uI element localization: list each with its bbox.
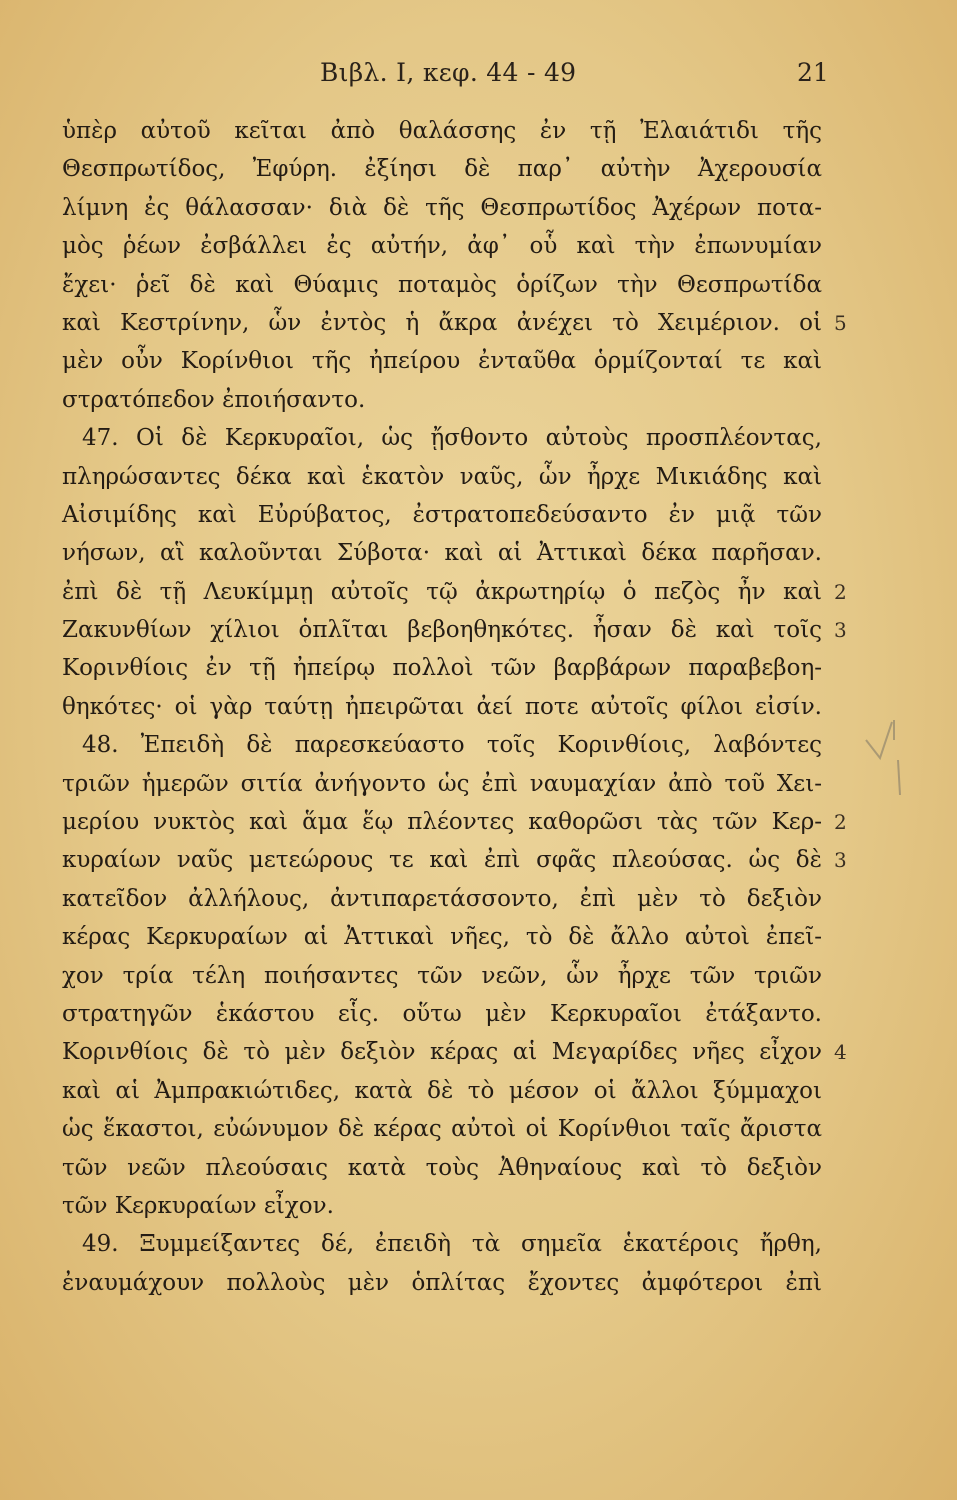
line-text: Ζακυνθίων χίλιοι ὁπλῖται βεβοηθηκότες. ἦσαν δὲ καὶ τοῖς (62, 617, 822, 644)
line-text: ἐπὶ δὲ τῇ Λευκίμμῃ αὐτοῖς τῷ ἀκρωτηρίῳ ὁ πεζὸς ἦν καὶ (62, 578, 822, 605)
text-line (62, 419, 822, 457)
text-line (62, 266, 822, 304)
text-line (62, 688, 822, 726)
text-line (62, 803, 847, 841)
line-text: Κορινθίοις ἐν τῇ ἠπείρῳ πολλοὶ τῶν βαρβάρων παραβεβοη- (62, 655, 822, 682)
margin-section-number: 2 (834, 579, 847, 604)
margin-section-number: 3 (834, 848, 847, 873)
line-text: ἔχει· ῥεῖ δὲ καὶ Θύαμις ποταμὸς ὁρίζων τὴν Θεσπρωτίδα (62, 271, 822, 298)
text-line (62, 1187, 822, 1225)
text-line (62, 1149, 822, 1187)
margin-section-number: 4 (834, 1040, 847, 1065)
line-text: 49. Ξυμμείξαντες δέ, ἐπειδὴ τὰ σημεῖα ἑκατέροις ἤρθη, (82, 1231, 822, 1258)
text-line (62, 573, 847, 611)
text-line (62, 1110, 822, 1148)
line-text: ἐναυμάχουν πολλοὺς μὲν ὁπλίτας ἔχοντες ἀμφότεροι ἐπὶ (62, 1269, 822, 1296)
line-text: ὡς ἕκαστοι, εὐώνυμον δὲ κέρας αὐτοὶ οἱ Κορίνθιοι ταῖς ἄριστα (62, 1116, 822, 1143)
line-text: χον τρία τέλη ποιήσαντες τῶν νεῶν, ὧν ἦρχε τῶν τριῶν (62, 962, 822, 989)
line-text: 48. Ἐπειδὴ δὲ παρεσκεύαστο τοῖς Κορινθίοις, λαβόντες (82, 732, 822, 759)
text-line (62, 496, 822, 534)
text-line (62, 611, 847, 649)
text-line (62, 150, 822, 188)
line-text: μὸς ῥέων ἐσβάλλει ἐς αὐτήν, ἀφ᾽ οὗ καὶ τὴν ἐπωνυμίαν (62, 233, 822, 260)
margin-section-number: 5 (834, 310, 847, 335)
line-text: κέρας Κερκυραίων αἱ Ἀττικαὶ νῆες, τὸ δὲ ἄλλο αὐτοὶ ἐπεῖ- (62, 924, 822, 951)
line-text: τῶν νεῶν πλεούσαις κατὰ τοὺς Ἀθηναίους καὶ τὸ δεξιὸν (62, 1154, 822, 1181)
page-number: 21 (797, 58, 829, 87)
margin-section-number: 2 (834, 810, 847, 835)
line-text: ὑπὲρ αὐτοῦ κεῖται ἀπὸ θαλάσσης ἐν τῇ Ἐλαιάτιδι τῆς (62, 118, 822, 144)
line-text: στρατηγῶν ἑκάστου εἷς. οὕτω μὲν Κερκυραῖοι ἐτάξαντο. (62, 1000, 822, 1027)
line-text: λίμνη ἐς θάλασσαν· διὰ δὲ τῆς Θεσπρωτίδος Ἀχέρων ποτα- (62, 194, 822, 221)
text-line (62, 918, 822, 956)
line-text: Κορινθίοις δὲ τὸ μὲν δεξιὸν κέρας αἱ Μεγαρίδες νῆες εἶχον (62, 1039, 822, 1066)
line-text: Θεσπρωτίδος, Ἐφύρη. ἐξίησι δὲ παρ᾽ αὐτὴν Ἀχερουσία (62, 156, 822, 183)
text-line (62, 957, 822, 995)
line-text: κυραίων ναῦς μετεώρους τε καὶ ἐπὶ σφᾶς πλεούσας. ὡς δὲ (62, 847, 822, 874)
line-text: μερίου νυκτὸς καὶ ἅμα ἕῳ πλέοντες καθορῶσι τὰς τῶν Κερ- (62, 809, 822, 836)
line-text: πληρώσαντες δέκα καὶ ἑκατὸν ναῦς, ὧν ἦρχε Μικιάδης καὶ (62, 463, 822, 490)
text-line (62, 458, 822, 496)
margin-section-number: 3 (834, 618, 847, 643)
text-line (62, 1264, 822, 1302)
line-text: τῶν Κερκυραίων εἶχον. (62, 1192, 334, 1219)
text-line (62, 1225, 822, 1263)
text-line (62, 726, 822, 764)
text-line (62, 381, 822, 419)
running-head: Βιβλ. Ι, κεφ. 44 - 49 (320, 58, 577, 87)
text-line (62, 1072, 822, 1110)
text-line (62, 534, 822, 572)
pencil-margin-mark (858, 700, 908, 800)
line-text: καὶ Κεστρίνην, ὧν ἐντὸς ἡ ἄκρα ἀνέχει τὸ Χειμέριον. οἱ (62, 309, 822, 336)
text-line (62, 342, 822, 380)
text-line (62, 880, 822, 918)
text-line (62, 765, 822, 803)
text-line (62, 112, 822, 150)
line-text: καὶ αἱ Ἀμπρακιώτιδες, κατὰ δὲ τὸ μέσον οἱ ἄλλοι ξύμμαχοι (62, 1077, 822, 1104)
line-text: Αἰσιμίδης καὶ Εὐρύβατος, ἐστρατοπεδεύσαντο ἐν μιᾷ τῶν (62, 501, 822, 528)
text-line (62, 649, 822, 687)
greek-text-body (62, 112, 847, 1302)
text-line (62, 1033, 847, 1071)
page-header (0, 52, 957, 92)
line-text: 47. Οἱ δὲ Κερκυραῖοι, ὡς ᾔσθοντο αὐτοὺς προσπλέοντας, (82, 425, 822, 452)
line-text: μὲν οὖν Κορίνθιοι τῆς ἠπείρου ἐνταῦθα ὁρμίζονταί τε καὶ (62, 348, 822, 375)
text-line (62, 227, 822, 265)
line-text: νήσων, αἳ καλοῦνται Σύβοτα· καὶ αἱ Ἀττικαὶ δέκα παρῆσαν. (62, 540, 822, 567)
text-line (62, 304, 847, 342)
text-line (62, 189, 822, 227)
text-line (62, 841, 847, 879)
line-text: στρατόπεδον ἐποιήσαντο. (62, 386, 366, 413)
line-text: κατεῖδον ἀλλήλους, ἀντιπαρετάσσοντο, ἐπὶ μὲν τὸ δεξιὸν (62, 885, 822, 912)
text-line (62, 995, 822, 1033)
line-text: τριῶν ἡμερῶν σιτία ἀνήγοντο ὡς ἐπὶ ναυμαχίαν ἀπὸ τοῦ Χει- (62, 770, 822, 797)
line-text: θηκότες· οἱ γὰρ ταύτῃ ἠπειρῶται ἀεί ποτε αὐτοῖς φίλοι εἰσίν. (62, 693, 822, 720)
